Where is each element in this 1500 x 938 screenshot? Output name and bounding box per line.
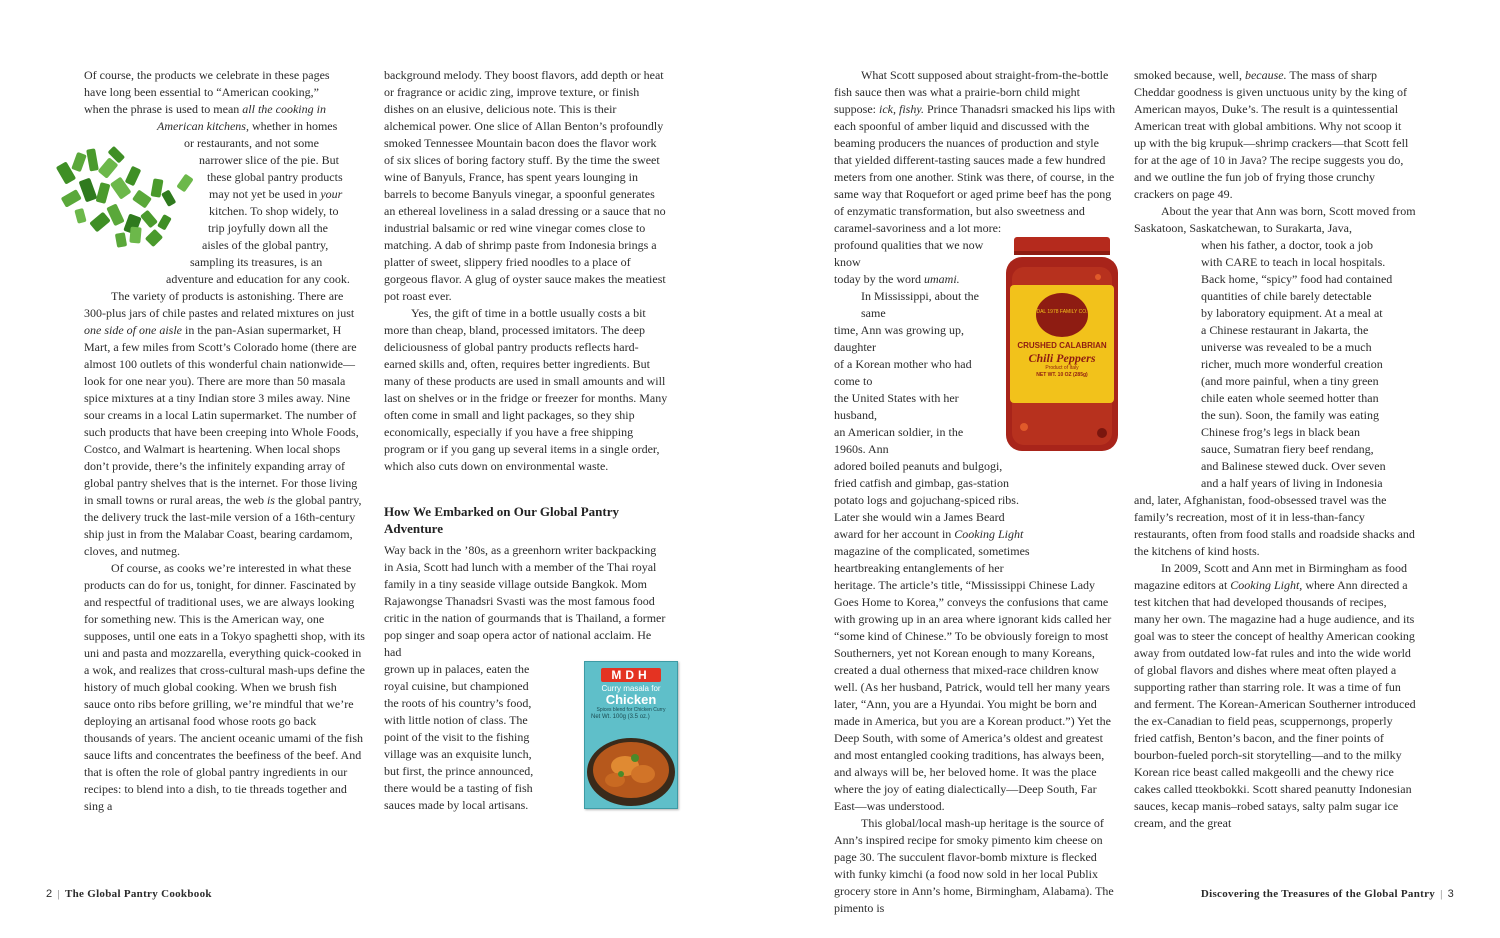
chili-jar-image: [1002, 237, 1122, 453]
col3-wrap-block: [834, 237, 1118, 577]
col1-paragraph-3: Of course, as cooks we’re interested in what these products can do for us, tonight, for dinner. Fascinated by and respectful of traditional uses, we are always looking for something new. This is the American way, one supposes, until one eats in a Tokyo spaghetti shop, with its uni and pasta and mozzarella, everything quick-cooked in a wok, and realizes that cross-cultural mash-ups define the history of much global cooking. When we brush fish sauce onto ribs before grilling, we’re mindful that we’re deploying an artisanal food whose roots go back thousands of years. The ancient oceanic umami of the fish sauce lifts and concentrates the beefiness of the beef. And that is often the role of global pantry ingredients in our recipes: to blend into a dish, to tie threads together and sing a: [84, 561, 365, 813]
col2-wrap-line: but first, the prince announced,: [384, 764, 534, 778]
jar-label: [1010, 285, 1114, 403]
col2-paragraph-2: Yes, the gift of time in a bottle usually costs a bit more than cheap, bland, processed imitators. The deep deliciousness of global pantry products reflects hard-earned skills and, often, requires better ingredients. But many of these products are used in small amounts and will last on shelves or in the fridge or freezer for months. Many often come in small and light packages, so they ship economically, especially if you have a free shipping program or if you gang up several items in a single order, which also cuts down on environmental waste.: [384, 306, 668, 473]
col4-wrap-line: by laboratory equipment. At a meal at: [1201, 306, 1383, 320]
col4-wrap-line: sauce, Sumatran fiery beef rendang,: [1201, 442, 1374, 456]
chapter-title: Discovering the Treasures of the Global Pantry: [1200, 888, 1436, 900]
col3-wrap-line: time, Ann was growing up, daughter: [834, 323, 964, 354]
jar-brand-seal: [1036, 293, 1088, 337]
col3-wrap-line: profound qualities that we now know: [834, 238, 984, 269]
col2-wrap-line: point of the visit to the fishing: [384, 730, 530, 744]
col1-wrap-line: sampling its treasures, is an: [190, 255, 323, 269]
col3-wrap-line: potato logs and gojuchang-spiced ribs.: [834, 493, 1019, 507]
page-number-right: 3: [1447, 888, 1454, 900]
jar-tag: Product of Italy: [1045, 365, 1079, 371]
col1-line-4: American kitchens, whether in homes: [157, 119, 338, 133]
col4-paragraph-3: In 2009, Scott and Ann met in Birmingham as food magazine editors at Cooking Light, where Ann directed a test kitchen that had developed thousands of recipes, many her own. The magazine had a huge audience, and its goal was to steer the concept of healthy American cooking away from outdated low-fat rules and into the wide world of global flavors and dishes where meat often played a supporting rather than starring role. It was a time of fun and ferment. The Korean-American Southerner introduced the ex-Canadian to field peas, scuppernongs, properly fried catfish, Benton’s bacon, and the finer points of bourbon-fueled porch-sit storytelling—and to the milky Korean rice beast called makgeolli and the chewy rice cakes called tteokbokki. Scott shared peanutty Indonesian sauces, kecap manis–robed satays, salty palm sugar ice cream, and the great: [1134, 561, 1416, 830]
col4-wrap-line: and a half years of living in Indonesia: [1201, 476, 1383, 490]
col4-wrap-line: a Chinese restaurant in Jakarta, the: [1201, 323, 1369, 337]
col2-wrap-line: sauces made by local artisans.: [384, 798, 529, 812]
col3-wrap-line: Later she would win a James Beard: [834, 510, 1005, 524]
col1-wrap-line: narrower slice of the pie. But: [199, 153, 339, 167]
right-page: [750, 0, 1500, 938]
col3-wrap-line: an American soldier, in the 1960s. Ann: [834, 425, 964, 456]
col1-wrap-line: or restaurants, and not some: [184, 136, 319, 150]
col1-wrap-line: adventure and education for any cook.: [166, 272, 350, 286]
book-title: The Global Pantry Cookbook: [64, 888, 212, 900]
col2-paragraph-3: Way back in the ’80s, as a greenhorn writer backpacking in Asia, Scott had lunch with a member of the Thai royal family in a tiny seaside village outside Bangkok. Mom Rajawongse Thanadsri Svasti was the most famous food critic in the nation of gourmands that is Thailand, a former pop singer and soap opera actor of national acclaim. He had: [384, 543, 666, 659]
right-column-2: [1134, 67, 1416, 832]
col3-paragraph-2: heritage. The article’s title, “Mississippi Chinese Lady Goes Home to Korea,” conveys the confusions that came with growing up in an area where ignorant kids called her “some kind of Chinese.” To be obviously foreign to most Southerners, yet not Korean enough to many Koreans, created a dual otherness that mixed-race children know well. (As her husband, Patrick, would tell her many years later, “Ann, you are a Hyundai. You might be born and made in America, but you are a Korean product.”) Yet the Deep South, with some of America’s oldest and greatest and most entangled cooking traditions, has always been, and always will be, her beloved home. It was the place where the joy of eating dialectically—Deep South, Far East—was understood.: [834, 578, 1112, 813]
col3-wrap-line: award for her account in Cooking Light: [834, 527, 1024, 541]
col4-wrap-line: (and more painful, when a tiny green: [1201, 374, 1379, 388]
jar-name-2: Chili Peppers: [1028, 351, 1096, 365]
col1-wrap-line: may not yet be used in your: [209, 187, 343, 201]
col3-wrap-line: heartbreaking entanglements of her: [834, 561, 1004, 575]
col2-wrap-line: with little notion of class. The: [384, 713, 528, 727]
col4-wrap-line: quantities of chile barely detectable: [1201, 289, 1372, 303]
col4-wrap-line: when his father, a doctor, took a job: [1201, 238, 1373, 252]
spice-box-line4: Net Wt. 100g (3.5 oz.): [591, 714, 650, 720]
col4-wrap-line: Chinese frog’s legs in black bean: [1201, 425, 1360, 439]
col3-paragraph-1: What Scott supposed about straight-from-the-bottle fish sauce then was what a prairie-born child might suppose: ick, fishy. Prince Thanadsri smacked his lips with each spoonful of amber liquid and discussed with the beaming producers the nuances of production and style that yielded different-tasting sauces made a few hundred meters from one another. Stink was there, of course, in the same way that Roquefort or aged prime beef has the pong of enzymatic transformation, but also sweetness and caramel-savoriness and a lot more:: [834, 68, 1116, 235]
col1-line-2: have long been essential to “American cooking,”: [84, 85, 319, 99]
col4-wrap-line: universe was revealed to be a much: [1201, 340, 1372, 354]
curry-bowl-image: [585, 728, 677, 808]
footer-separator: |: [1440, 888, 1443, 900]
col1-wrap-line: kitchen. To shop widely, to: [209, 204, 339, 218]
footer-right: [1201, 888, 1454, 900]
col3-wrap-line: In Mississippi, about the same: [861, 289, 980, 320]
col4-wrap-line: richer, much more wonderful creation: [1201, 357, 1383, 371]
col2-wrap-line: village was an exquisite lunch,: [384, 747, 532, 761]
col4-wrap-line: and Balinese stewed duck. Over seven: [1201, 459, 1386, 473]
col4-paragraph-2: About the year that Ann was born, Scott moved from Saskatoon, Saskatchewan, to Surakarta, Java,: [1134, 204, 1416, 235]
col3-paragraph-3: This global/local mash-up heritage is the source of Ann’s inspired recipe for smoky pimento kim cheese on page 30. The succulent flavor-bomb mixture is flecked with funky kimchi (a food now sold in her local Publix grocery store in Ann’s home, Birmingham, Alabama). The pimento is: [834, 816, 1114, 915]
spice-box-line1: Curry masala for: [601, 684, 661, 693]
col1-line-1: Of course, the products we celebrate in these pages: [84, 68, 330, 82]
left-column-1: [84, 67, 366, 815]
col4-wrap-line: chile eaten whole seemed hotter than: [1201, 391, 1379, 405]
col1-wrap-line: aisles of the global pantry,: [202, 238, 329, 252]
footer-separator: |: [57, 888, 60, 900]
scallion-pieces: [56, 146, 194, 248]
spice-box-brand: MDH: [601, 668, 661, 682]
col2-paragraph-1: background melody. They boost flavors, add depth or heat or fragrance or acidic zing, improve texture, or finish dishes on an elusive, delicious note. This is their alchemical power. One slice of Allan Benton’s profoundly smoked Tennessee Mountain bacon does the flavor work of six slices of boring factory stuff. By the time the sweet wine of Banyuls, France, has spent years lounging in barrels to become Banyuls vinegar, a spoonful generates an ethereal loveliness in a salad dressing or a sauce that no industrial balsamic or red wine vinegar comes close to matching. A dab of shrimp paste from Indonesia brings a platter of sweet, slippery fried noodles to a place of gorgeous flavor. A glug of oyster sauce makes the meatiest pot roast ever.: [384, 68, 666, 303]
col1-paragraph-2: The variety of products is astonishing. There are 300-plus jars of chile pastes and related mixtures on just one side of one aisle in the pan-Asian supermarket, H Mart, a few miles from Scott’s Colorado home (there are almost 100 outlets of this wonderful chain nationwide—look for one near you). There are more than 50 masala spice mixtures at a tiny Indian store 3 miles away. Nine sour creams in a local Latin supermarket. The number of such products that have been creeping into Whole Foods, Costco, and Walmart is heartening. When local shops don’t provide, there’s the infinitely expanding array of global pantry shelves that is the internet. For those living in small towns or rural areas, the web is the global pantry, the delivery truck the last-mile version of a 16th-century ship just in from the Malabar Coast, bearing cardamom, cloves, and nutmeg.: [84, 289, 362, 558]
col4-paragraph-2-rest: and, later, Afghanistan, food-obsessed travel was the family’s recreation, most of it in less-than-fancy restaurants, often from food stalls and roadside shacks and the kitchens of kind hosts.: [1134, 493, 1415, 558]
col3-wrap-line: of a Korean mother who had come to: [834, 357, 972, 388]
col2-wrap-block: [384, 661, 668, 814]
col4-wrap-line: the sun). Soon, the family was eating: [1201, 408, 1379, 422]
col2-wrap-line: there would be a tasting of fish: [384, 781, 533, 795]
col1-line-3: when the phrase is used to mean all the cooking in: [84, 102, 326, 116]
col3-wrap-line: magazine of the complicated, sometimes: [834, 544, 1030, 558]
col2-wrap-line: grown up in palaces, eaten the: [384, 662, 530, 676]
jar-brand: DAL 1978 FAMILY CO.: [1036, 309, 1088, 315]
section-heading: How We Embarked on Our Global Pantry Adventure: [384, 504, 619, 536]
col4-wrap-line: with CARE to teach in local hospitals.: [1201, 255, 1386, 269]
spice-box-line2: Chicken: [605, 692, 657, 707]
col3-wrap-line: today by the word umami.: [834, 272, 960, 286]
col2-wrap-line: the roots of his country’s food,: [384, 696, 532, 710]
col4-wrap-line: Back home, “spicy” food had contained: [1201, 272, 1393, 286]
col2-wrap-line: royal cuisine, but championed: [384, 679, 529, 693]
col3-wrap-line: the United States with her husband,: [834, 391, 959, 422]
col3-wrap-line: fried catfish and gimbap, gas-station: [834, 476, 1009, 490]
col1-wrap-line: trip joyfully down all the: [208, 221, 328, 235]
spice-box-line3: Spices blend for Chicken Curry: [596, 707, 666, 713]
col4-paragraph-1: smoked because, well, because. The mass of sharp Cheddar goodness is given unctuous unity by the king of American mayos, Duke’s. The result is a quintessential American treat with global ambitions. Why not scoop it up with the big krupuk—shrimp crackers—that Scott fell for at the age of 10 in Java? The recipe suggests you do, and we outline the fun job of frying those crunchy crackers on page 49.: [1134, 68, 1409, 201]
jar-name-1: CRUSHED CALABRIAN: [1017, 341, 1107, 350]
spice-box-image: [584, 661, 678, 809]
right-column-1: [834, 67, 1118, 917]
left-column-2: [384, 67, 668, 814]
col3-wrap-line: adored boiled peanuts and bulgogi,: [834, 459, 1003, 473]
footer-left: [46, 888, 212, 900]
col1-wrap-line: these global pantry products: [207, 170, 343, 184]
jar-weight: NET WT. 10 OZ (285g): [1036, 372, 1088, 378]
scallion-image: [52, 139, 202, 249]
page-number-left: 2: [46, 888, 53, 900]
